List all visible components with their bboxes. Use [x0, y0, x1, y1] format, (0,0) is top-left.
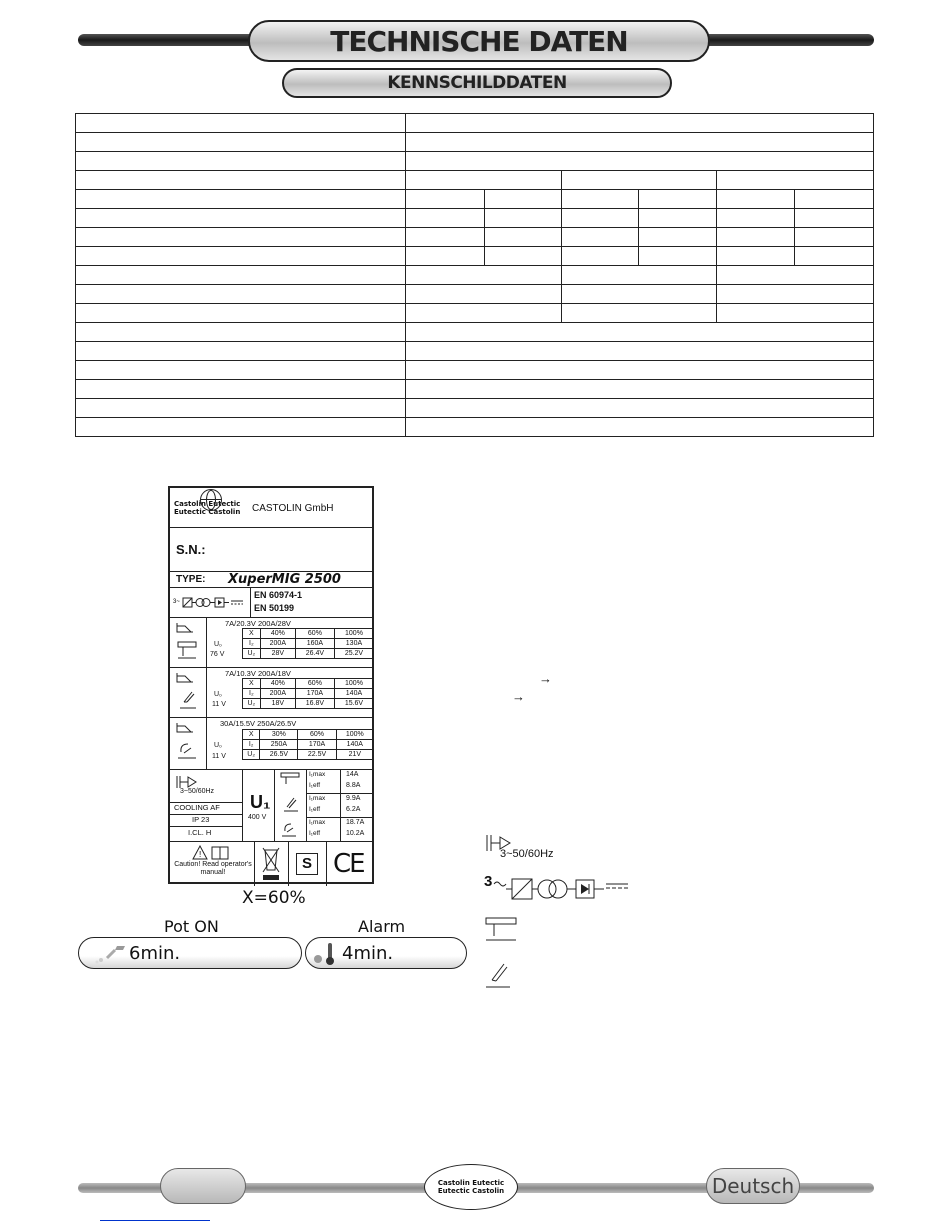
mig-range: 7A/20.3V 200A/28V — [225, 619, 291, 628]
table-row — [76, 228, 874, 247]
plate-type-row — [170, 572, 372, 588]
current-label: I₁max — [309, 819, 326, 826]
tig-u0-label: U₀ — [214, 691, 222, 698]
electrode-holder-icon — [280, 820, 298, 838]
table-row — [76, 190, 874, 209]
mig-grid: X 40% 60% 100% I₂ 200A 160A 130A U₂ 28V 26.4V 25.2V — [242, 628, 374, 659]
tig-torch-icon — [178, 688, 198, 710]
table-row — [76, 361, 874, 380]
current-label: I₁eff — [309, 782, 321, 789]
plate-tig-section — [170, 668, 372, 718]
pot-on-value: 6min. — [129, 943, 181, 964]
page-title: TECHNISCHE DATEN — [248, 20, 710, 62]
tig-grid: X 40% 60% 100% I₂ 200A 170A 140A U₂ 18V 16.8V 15.6V — [242, 678, 374, 709]
company-name: CASTOLIN GmbH — [252, 503, 334, 514]
u1-value: 400 V — [248, 814, 267, 821]
table-row — [76, 304, 874, 323]
mma-u0: 11 V — [212, 753, 226, 760]
plate-mig-section — [170, 618, 372, 668]
alarm-label: Alarm — [358, 917, 406, 936]
table-row — [76, 133, 874, 152]
footer-logo: Castolin Eutectic Eutectic Castolin — [424, 1164, 518, 1210]
type-value: XuperMIG 2500 — [228, 572, 341, 587]
mig-u0: 76 V — [210, 651, 225, 658]
characteristic-icon — [175, 672, 195, 684]
current-label: I₁max — [309, 771, 326, 778]
s-mark: S — [296, 853, 318, 875]
table-row — [76, 266, 874, 285]
standard-2: EN 50199 — [254, 603, 295, 613]
current-label: I₁eff — [309, 830, 321, 837]
thermometer-icon — [312, 941, 340, 967]
svg-text:!: ! — [199, 850, 202, 859]
table-row — [76, 380, 874, 399]
current-value: 9.9A — [346, 795, 361, 802]
ce-mark: CE — [333, 849, 364, 879]
table-row — [76, 247, 874, 266]
current-value: 10.2A — [346, 830, 365, 837]
current-value: 8.8A — [346, 782, 361, 789]
table-row — [76, 342, 874, 361]
alarm-capsule — [305, 937, 467, 969]
plate-standards-row — [170, 588, 372, 618]
current-value: 6.2A — [346, 806, 361, 813]
legend-phase: 3 — [484, 873, 493, 890]
serial-label: S.N.: — [176, 542, 206, 557]
brand-logo: Castolin Eutectic Eutectic Castolin — [174, 500, 241, 516]
current-label: I₁eff — [309, 806, 321, 813]
plate-marks-row — [170, 842, 372, 886]
alarm-value: 4min. — [342, 943, 394, 964]
svg-text:3~: 3~ — [173, 599, 180, 605]
supply-value: 3~50/60Hz — [180, 788, 215, 795]
plate-serial-row — [170, 528, 372, 572]
arrow-icon: → — [512, 689, 525, 704]
table-row — [76, 285, 874, 304]
mig-torch-icon — [278, 772, 302, 786]
characteristic-icon — [175, 722, 195, 734]
page-subtitle: KENNSCHILDDATEN — [282, 68, 672, 98]
tig-u0: 11 V — [212, 701, 226, 708]
tig-torch-icon — [484, 960, 514, 990]
table-row — [76, 418, 874, 437]
inverter-symbol-icon — [492, 876, 632, 902]
table-row — [76, 171, 874, 190]
u1-label: U₁ — [250, 792, 271, 812]
tig-torch-icon — [282, 795, 300, 813]
current-value: 18.7A — [346, 819, 365, 826]
mig-torch-icon — [484, 916, 520, 944]
tig-range: 7A/10.3V 200A/18V — [225, 669, 291, 678]
duty-cycle-label: X=60% — [242, 888, 306, 908]
page-number-pill — [160, 1168, 246, 1204]
pot-on-capsule — [78, 937, 302, 969]
warning-manual-icon — [192, 845, 232, 861]
mig-torch-icon — [175, 640, 199, 660]
globe-icon — [200, 489, 222, 511]
inverter-symbol-icon — [173, 595, 251, 611]
spec-table — [75, 113, 874, 437]
pot-on-label: Pot ON — [164, 917, 219, 936]
mma-u0-label: U₀ — [214, 742, 222, 749]
plate-mma-section — [170, 718, 372, 770]
mma-range: 30A/15.5V 250A/26.5V — [220, 719, 297, 728]
plate-brand-row — [170, 488, 372, 528]
mma-grid: X 30% 60% 100% I₂ 250A 170A 140A U₂ 26.5V 22.5V 21V — [242, 729, 374, 760]
table-row — [76, 114, 874, 133]
table-row — [76, 323, 874, 342]
torch-spray-icon — [89, 942, 129, 966]
current-value: 14A — [346, 771, 359, 778]
rating-plate — [168, 486, 374, 884]
language-tab: Deutsch — [706, 1168, 800, 1204]
electrode-holder-icon — [176, 740, 198, 760]
mig-u0-label: U₀ — [214, 641, 222, 648]
table-row — [76, 209, 874, 228]
plate-supply-section — [170, 770, 372, 842]
cooling-value: COOLING AF — [174, 803, 220, 812]
characteristic-icon — [175, 622, 195, 634]
current-label: I₁max — [309, 795, 326, 802]
icl-value: I.CL. H — [188, 828, 212, 837]
table-row — [76, 399, 874, 418]
caution-text: Caution! Read operator's manual! — [174, 861, 252, 876]
arrow-icon: → — [539, 671, 552, 686]
type-label: TYPE: — [176, 574, 206, 585]
standard-1: EN 60974-1 — [254, 590, 303, 600]
link-underline — [100, 1220, 210, 1221]
weee-bin-icon — [260, 844, 282, 882]
legend-supply: 3~50/60Hz — [500, 848, 554, 860]
ip-value: IP 23 — [192, 815, 210, 824]
table-row — [76, 152, 874, 171]
